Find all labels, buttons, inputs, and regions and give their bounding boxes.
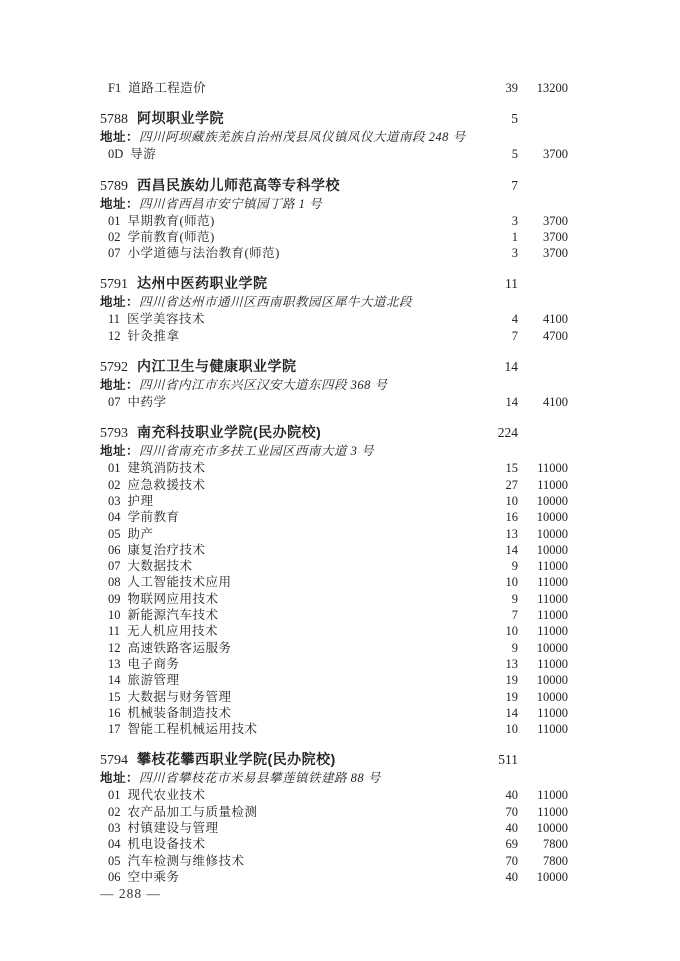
major-row — [100, 853, 568, 869]
major-code: 0D — [108, 147, 124, 162]
major-title — [100, 672, 480, 688]
major-title — [100, 146, 480, 162]
major-code: 04 — [108, 837, 121, 852]
institution-section — [100, 750, 568, 885]
major-fee: 4700 — [543, 328, 568, 343]
major-name: 中药学 — [127, 395, 167, 410]
major-name: 导游 — [130, 147, 157, 162]
major-title — [100, 311, 480, 327]
major-code: 07 — [108, 559, 121, 574]
institution-row — [100, 176, 568, 196]
institution-title — [100, 274, 480, 294]
major-row — [100, 509, 568, 525]
major-code: 05 — [108, 853, 121, 868]
major-name: 早期教育(师范) — [127, 213, 215, 228]
major-name: 电子商务 — [127, 656, 180, 671]
major-plan-count: 70 — [505, 804, 518, 819]
major-code: F1 — [108, 81, 122, 95]
major-name: 旅游管理 — [127, 673, 180, 688]
major-fee: 11000 — [537, 804, 568, 819]
institution-name: 攀枝花攀西职业学院(民办院校) — [137, 751, 336, 768]
major-plan-count: 10 — [505, 493, 518, 508]
sections — [100, 109, 568, 885]
institution-plan-count: 5 — [511, 111, 518, 127]
major-list — [100, 460, 568, 737]
address-label: 地址： — [100, 771, 140, 786]
major-code: 09 — [108, 591, 121, 606]
major-name: 助产 — [127, 526, 154, 541]
major-row — [100, 869, 568, 885]
major-title — [100, 558, 480, 574]
major-title — [100, 787, 480, 803]
major-name: 物联网应用技术 — [127, 591, 219, 606]
major-fee: 7800 — [543, 837, 568, 852]
major-name: 应急救援技术 — [127, 477, 206, 492]
address-text: 四川省攀枝花市米易县攀莲镇铁建路 88 号 — [139, 771, 381, 786]
major-fee: 3700 — [543, 229, 568, 244]
address-row — [100, 196, 568, 213]
institution-code: 5793 — [100, 426, 128, 442]
admissions-list — [100, 80, 568, 885]
major-code: 01 — [108, 788, 121, 803]
major-plan-count: 40 — [505, 788, 518, 803]
address-text: 四川省内江市东兴区汉安大道东四段 368 号 — [139, 378, 388, 393]
major-plan-count: 13 — [505, 656, 518, 671]
major-row — [100, 146, 568, 162]
institution-name: 达州中医药职业学院 — [137, 275, 268, 292]
major-code: 01 — [108, 461, 121, 476]
major-fee: 10000 — [536, 640, 568, 655]
major-row — [100, 804, 568, 820]
major-code: 02 — [108, 477, 121, 492]
major-name: 现代农业技术 — [127, 788, 206, 803]
major-fee: 11000 — [537, 788, 568, 803]
major-list — [100, 787, 568, 885]
major-plan-count: 13 — [505, 526, 518, 541]
institution-title — [100, 750, 480, 770]
major-name: 学前教育 — [127, 510, 180, 525]
major-fee: 11000 — [537, 575, 568, 590]
major-code: 12 — [108, 328, 121, 343]
major-row — [100, 623, 568, 639]
major-fee: 3700 — [543, 213, 568, 228]
major-plan-count: 15 — [505, 461, 518, 476]
major-row — [100, 672, 568, 688]
major-fee: 10000 — [536, 510, 568, 525]
major-name: 智能工程机械运用技术 — [127, 722, 258, 737]
major-title — [100, 394, 480, 410]
major-title — [100, 705, 480, 721]
major-plan-count: 14 — [505, 395, 518, 410]
address-text: 四川阿坝藏族羌族自治州茂县凤仪镇凤仪大道南段 248 号 — [139, 130, 466, 145]
institution-row — [100, 423, 568, 443]
address-row — [100, 443, 568, 460]
address-label: 地址： — [100, 130, 140, 145]
institution-plan-count: 7 — [511, 177, 518, 193]
major-plan-count: 40 — [505, 869, 518, 884]
major-plan-count: 10 — [505, 624, 518, 639]
institution-title — [100, 423, 480, 443]
address-text: 四川省达州市通川区西南职教园区犀牛大道北段 — [139, 295, 413, 310]
major-title — [100, 853, 480, 869]
institution-section — [100, 423, 568, 737]
major-title — [100, 623, 480, 639]
address-row — [100, 129, 568, 146]
major-row — [100, 80, 568, 96]
major-code: 08 — [108, 575, 121, 590]
address-row — [100, 294, 568, 311]
major-row — [100, 477, 568, 493]
major-plan-count: 9 — [511, 559, 518, 574]
institution-row — [100, 109, 568, 129]
major-title — [100, 607, 480, 623]
major-code: 10 — [108, 608, 121, 623]
major-plan-count: 5 — [511, 147, 518, 162]
major-code: 15 — [108, 689, 121, 704]
major-row — [100, 311, 568, 327]
major-fee: 4100 — [543, 312, 568, 327]
major-title — [100, 869, 480, 885]
address-label: 地址： — [100, 378, 140, 393]
major-name: 学前教育(师范) — [127, 229, 215, 244]
major-name: 小学道德与法治教育(师范) — [127, 246, 280, 261]
major-plan-count: 16 — [505, 510, 518, 525]
major-fee: 10000 — [536, 526, 568, 541]
institution-code: 5794 — [100, 753, 128, 769]
major-title — [100, 526, 480, 542]
page-number: — 288 — — [100, 886, 161, 901]
major-row — [100, 820, 568, 836]
major-name: 汽车检测与维修技术 — [127, 853, 245, 868]
institution-plan-count: 11 — [505, 276, 518, 292]
major-title — [100, 820, 480, 836]
major-code: 07 — [108, 246, 121, 261]
institution-section — [100, 357, 568, 410]
major-plan-count: 10 — [505, 575, 518, 590]
major-plan-count: 9 — [511, 591, 518, 606]
major-fee: 11000 — [537, 705, 568, 720]
major-code: 02 — [108, 804, 121, 819]
institution-title — [100, 176, 480, 196]
major-name: 村镇建设与管理 — [127, 821, 219, 836]
major-plan-count: 39 — [505, 81, 518, 95]
major-plan-count: 7 — [511, 328, 518, 343]
major-plan-count: 10 — [505, 722, 518, 737]
major-name: 大数据与财务管理 — [127, 689, 232, 704]
major-row — [100, 245, 568, 261]
major-row — [100, 558, 568, 574]
major-title — [100, 229, 480, 245]
major-row — [100, 574, 568, 590]
major-code: 06 — [108, 542, 121, 557]
major-code: 07 — [108, 395, 121, 410]
major-name: 康复治疗技术 — [127, 542, 206, 557]
major-fee: 11000 — [537, 608, 568, 623]
major-fee: 11000 — [537, 477, 568, 492]
major-fee: 13200 — [536, 81, 568, 95]
major-title — [100, 460, 480, 476]
major-code: 11 — [108, 624, 121, 639]
major-row — [100, 526, 568, 542]
institution-code: 5789 — [100, 178, 128, 194]
major-code: 13 — [108, 656, 121, 671]
major-title — [100, 640, 480, 656]
major-title — [100, 493, 480, 509]
institution-plan-count: 511 — [498, 752, 518, 768]
address-row — [100, 770, 568, 787]
major-fee: 7800 — [543, 853, 568, 868]
major-code: 11 — [108, 312, 121, 327]
major-title — [100, 656, 480, 672]
major-title — [100, 80, 480, 96]
major-title — [100, 804, 480, 820]
major-title — [100, 689, 480, 705]
major-fee: 11000 — [537, 656, 568, 671]
major-fee: 11000 — [537, 559, 568, 574]
major-code: 02 — [108, 229, 121, 244]
major-plan-count: 14 — [505, 705, 518, 720]
institution-title — [100, 109, 480, 129]
major-name: 大数据技术 — [127, 559, 193, 574]
major-row — [100, 787, 568, 803]
major-row — [100, 836, 568, 852]
major-row — [100, 705, 568, 721]
major-fee: 4100 — [543, 395, 568, 410]
address-label: 地址： — [100, 196, 140, 211]
major-fee: 10000 — [536, 493, 568, 508]
major-code: 12 — [108, 640, 121, 655]
institution-plan-count: 14 — [504, 359, 518, 375]
institution-name: 阿坝职业学院 — [137, 110, 224, 127]
major-plan-count: 3 — [511, 213, 518, 228]
major-code: 03 — [108, 493, 121, 508]
major-row — [100, 542, 568, 558]
major-plan-count: 14 — [505, 542, 518, 557]
major-fee: 10000 — [536, 689, 568, 704]
major-fee: 11000 — [537, 591, 568, 606]
major-fee: 10000 — [536, 821, 568, 836]
major-name: 人工智能技术应用 — [127, 575, 232, 590]
major-list — [100, 311, 568, 344]
address-row — [100, 377, 568, 394]
institution-row — [100, 750, 568, 770]
address-text: 四川省南充市多扶工业园区西南大道 3 号 — [139, 444, 375, 459]
major-name: 机电设备技术 — [127, 837, 206, 852]
major-row — [100, 607, 568, 623]
address-label: 地址： — [100, 295, 140, 310]
major-name: 新能源汽车技术 — [127, 608, 219, 623]
major-row — [100, 640, 568, 656]
institution-plan-count: 224 — [497, 425, 518, 441]
major-code: 05 — [108, 526, 121, 541]
major-row — [100, 229, 568, 245]
major-fee: 11000 — [537, 461, 568, 476]
major-plan-count: 3 — [511, 246, 518, 261]
major-row — [100, 591, 568, 607]
major-name: 护理 — [127, 493, 154, 508]
major-code: 06 — [108, 869, 121, 884]
major-title — [100, 328, 480, 344]
institution-title — [100, 357, 480, 377]
major-plan-count: 19 — [505, 689, 518, 704]
major-title — [100, 721, 480, 737]
major-plan-count: 4 — [511, 312, 518, 327]
major-row — [100, 213, 568, 229]
major-fee: 11000 — [537, 722, 568, 737]
major-title — [100, 836, 480, 852]
major-title — [100, 509, 480, 525]
major-title — [100, 574, 480, 590]
major-row — [100, 328, 568, 344]
major-code: 03 — [108, 821, 121, 836]
institution-row — [100, 357, 568, 377]
major-list — [100, 146, 568, 162]
major-title — [100, 245, 480, 261]
major-plan-count: 1 — [511, 229, 518, 244]
major-plan-count: 69 — [505, 837, 518, 852]
institution-name: 内江卫生与健康职业学院 — [137, 358, 297, 375]
major-row — [100, 689, 568, 705]
institution-section — [100, 176, 568, 262]
major-name: 无人机应用技术 — [127, 624, 219, 639]
address-label: 地址： — [100, 444, 140, 459]
major-title — [100, 542, 480, 558]
major-fee: 3700 — [543, 147, 568, 162]
institution-section — [100, 274, 568, 344]
major-code: 14 — [108, 673, 121, 688]
major-name: 机械装备制造技术 — [127, 705, 232, 720]
major-code: 17 — [108, 722, 121, 737]
major-code: 01 — [108, 213, 121, 228]
major-plan-count: 40 — [505, 821, 518, 836]
major-name: 道路工程造价 — [128, 81, 207, 95]
major-row — [100, 721, 568, 737]
institution-code: 5792 — [100, 360, 128, 376]
institution-section — [100, 109, 568, 162]
institution-name: 南充科技职业学院(民办院校) — [137, 424, 322, 441]
major-name: 建筑消防技术 — [127, 461, 206, 476]
major-plan-count: 19 — [505, 673, 518, 688]
institution-row — [100, 274, 568, 294]
major-fee: 10000 — [536, 869, 568, 884]
major-row — [100, 394, 568, 410]
major-name: 农产品加工与质量检测 — [127, 804, 258, 819]
major-fee: 11000 — [537, 624, 568, 639]
major-row — [100, 460, 568, 476]
major-list — [100, 394, 568, 410]
address-text: 四川省西昌市安宁镇园丁路 1 号 — [139, 196, 323, 211]
major-title — [100, 213, 480, 229]
institution-code: 5788 — [100, 112, 128, 128]
major-row — [100, 656, 568, 672]
major-list — [100, 213, 568, 262]
institution-code: 5791 — [100, 277, 128, 293]
major-plan-count: 70 — [505, 853, 518, 868]
major-row — [100, 493, 568, 509]
major-plan-count: 9 — [511, 640, 518, 655]
major-fee: 10000 — [536, 542, 568, 557]
major-code: 16 — [108, 705, 121, 720]
major-code: 04 — [108, 510, 121, 525]
major-fee: 10000 — [536, 673, 568, 688]
major-fee: 3700 — [543, 246, 568, 261]
major-name: 空中乘务 — [127, 869, 180, 884]
major-title — [100, 591, 480, 607]
major-name: 医学美容技术 — [127, 312, 206, 327]
major-name: 高速铁路客运服务 — [127, 640, 232, 655]
major-title — [100, 477, 480, 493]
major-plan-count: 7 — [511, 608, 518, 623]
major-name: 针灸推拿 — [127, 328, 180, 343]
leading-rows — [100, 80, 568, 96]
institution-name: 西昌民族幼儿师范高等专科学校 — [137, 176, 340, 193]
major-plan-count: 27 — [505, 477, 518, 492]
